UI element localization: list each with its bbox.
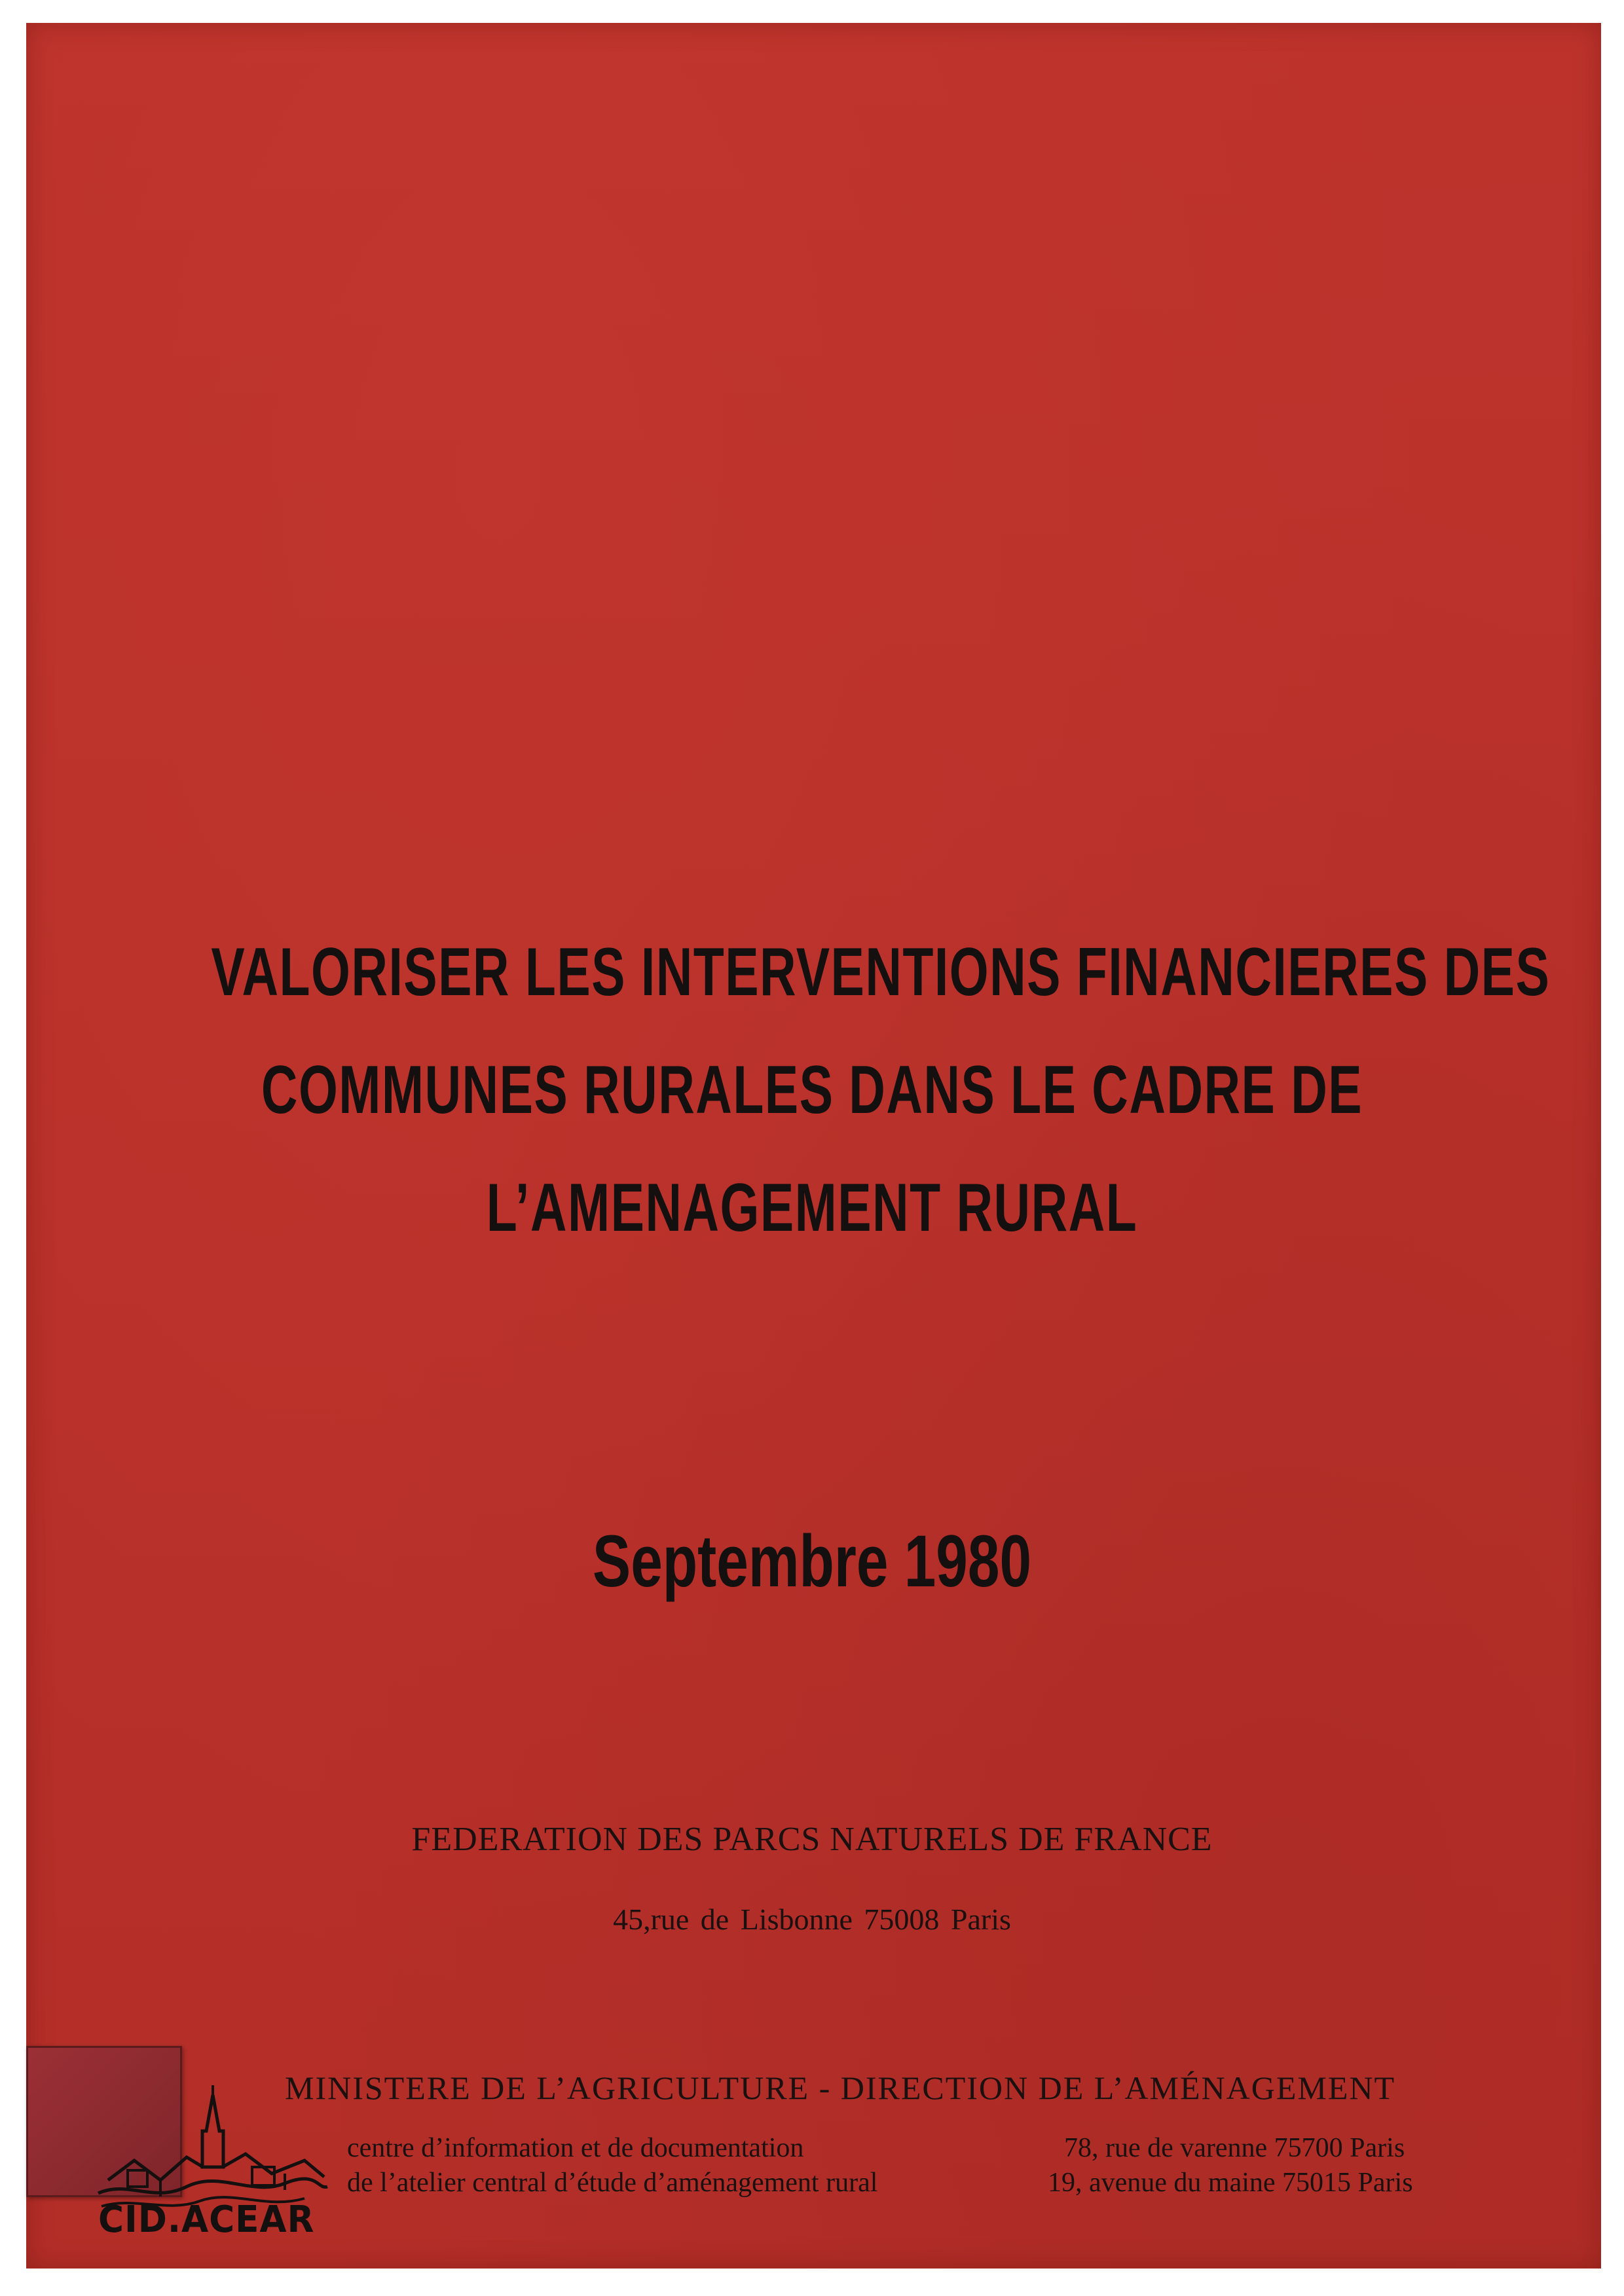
ministry-address-2: 19, avenue du maine 75015 Paris [1048,2168,1413,2198]
logo-text: CID.ACEAR [98,2198,315,2241]
title-line-3: L’AMENAGEMENT RURAL [486,1170,1138,1246]
ministry-address-1: 78, rue de varenne 75700 Paris [1064,2133,1405,2163]
document-title [211,913,1551,1267]
title-line-1: VALORISER LES INTERVENTIONS FINANCIERES DES [211,934,1551,1010]
publication-date: Septembre 1980 [592,1520,1032,1602]
title-line-2: COMMUNES RURALES DANS LE CADRE DE [261,1052,1363,1128]
publisher-address: 45,rue de Lisbonne 75008 Paris [613,1903,1011,1936]
ministry-left-line-1: centre d’information et de documentation [347,2133,804,2163]
ministry-heading: MINISTERE DE L’AGRICULTURE - DIRECTION DE L’AMÉNAGEMENT [285,2069,1396,2106]
publisher-name: FEDERATION DES PARCS NATURELS DE FRANCE [411,1821,1213,1858]
ministry-left-line-2: de l’atelier central d’étude d’aménagement rural [347,2168,878,2198]
